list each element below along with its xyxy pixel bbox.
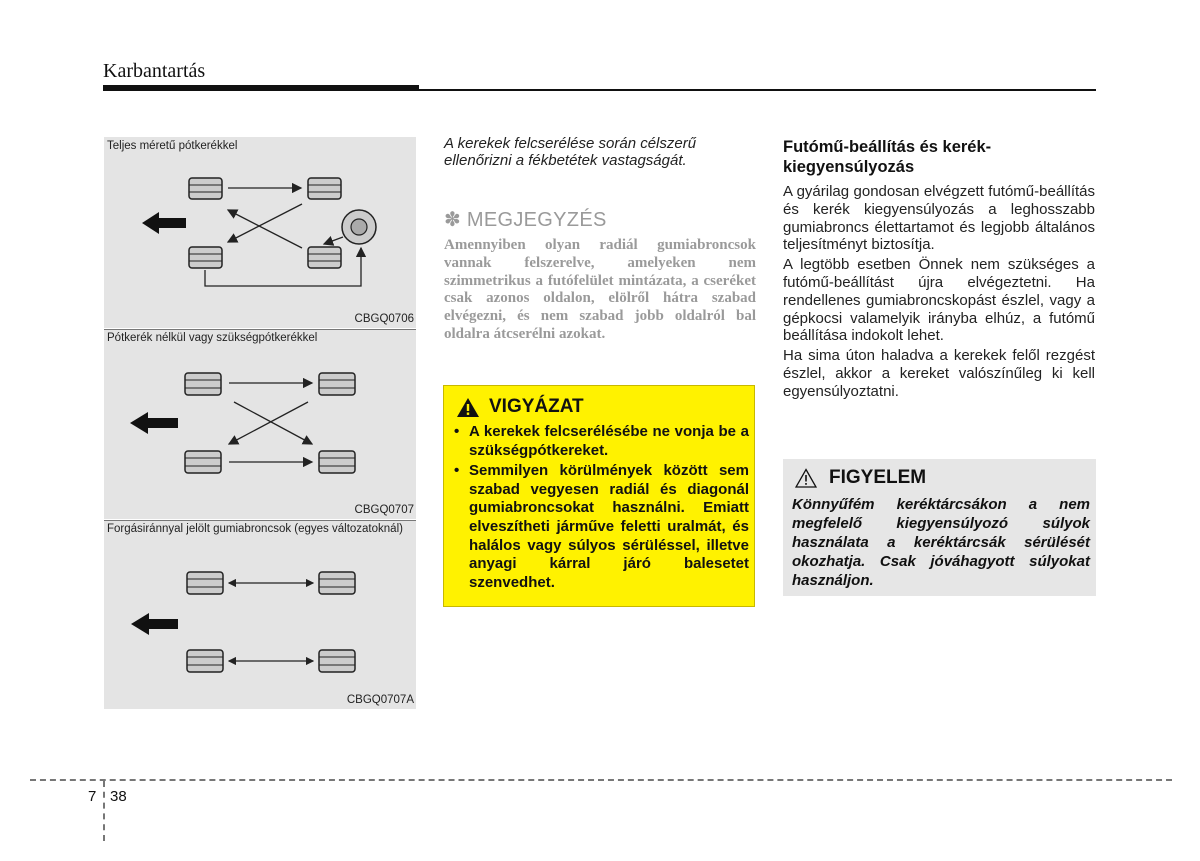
figure-code: CBGQ0706 — [354, 313, 414, 325]
alignment-body — [783, 183, 1095, 403]
tire-rear-right-icon — [319, 650, 355, 672]
caution-box — [443, 385, 755, 607]
rotation-diagram-directional — [104, 520, 416, 709]
tire-front-right-icon — [308, 178, 341, 199]
figure-caption: Pótkerék nélkül vagy szükségpótkerékkel — [107, 332, 318, 344]
direction-arrow-icon — [142, 212, 186, 234]
footer-divider — [30, 779, 1172, 781]
tire-rear-right-icon — [319, 451, 355, 473]
figure-caption: Forgásiránnyal jelölt gumiabroncsok (egyes változatoknál) — [107, 523, 403, 535]
tire-front-left-icon — [185, 373, 221, 395]
tire-front-right-icon — [319, 572, 355, 594]
rotation-diagram-full-spare — [104, 137, 416, 328]
tire-front-left-icon — [189, 178, 222, 199]
figure-rotation-no-spare — [104, 329, 416, 519]
figure-rotation-full-spare — [104, 137, 416, 328]
tire-front-left-icon — [187, 572, 223, 594]
caution-item: • Semmilyen körülmények között sem szabad vegyesen radiál és diagonál gumiabroncsokat használni. Emiatt elveszítheti járműve feletti uralmát, és halálos vagy súlyos sérüléssel, illetve anyagi kárral járó balesetet szenvedhet. — [453, 462, 749, 592]
rotation-diagram-no-spare — [104, 329, 416, 519]
caution-item: • A kerekek felcserélésébe ne vonja be a szükségpótkereket. — [453, 423, 749, 460]
notice-body: Könnyűfém keréktárcsákon a nem megfelelő kiegyensúlyozó súlyok használata a keréktárcsák sérülését okozhatja. Csak jóváhagyott súlyokat használjon. — [792, 496, 1090, 589]
alignment-paragraph: Ha sima úton haladva a kerekek felől rezgést észlel, akkor a kereket valószínűleg ki kell egyensúlyoztatni. — [783, 347, 1095, 400]
figure-code: CBGQ0707 — [354, 504, 414, 516]
note-body: Amennyiben olyan radiál gumiabroncsok vannak felszerelve, amelyeken nem szimmetrikus a futófelület mintázata, a cseréket csak azonos oldalon, elölről hátra szabad elvégezni, és nem szabad jobb oldalról bal oldalra átcserélni azokat. — [444, 237, 756, 342]
page-number: 38 — [110, 788, 127, 805]
notice-header — [795, 467, 926, 489]
figure-caption: Teljes méretű pótkerékkel — [107, 140, 238, 152]
tire-rear-right-icon — [308, 247, 341, 268]
caution-triangle-icon — [795, 468, 817, 488]
alignment-paragraph: A legtöbb esetben Önnek nem szükséges a futómű-beállítást újra elvégeztetni. Ha rendellenes gumiabroncskopást észlel, vagy a gépkocsi valamelyik irányba elhúz, a futómű beállítása indokolt lehet. — [783, 256, 1095, 345]
figure-code: CBGQ0707A — [346, 694, 414, 706]
chapter-number: 7 — [88, 788, 97, 805]
tire-front-right-icon — [319, 373, 355, 395]
header-rule-thin — [419, 89, 1096, 91]
brake-pad-hint: A kerekek felcserélése során célszerű ellenőrizni a fékbetétek vastagságát. — [444, 135, 697, 169]
tire-rear-left-icon — [185, 451, 221, 473]
header-rule-thick — [103, 85, 419, 91]
spare-wheel-icon — [342, 210, 376, 244]
direction-arrow-icon — [130, 412, 178, 434]
notice-box — [783, 459, 1096, 596]
direction-arrow-icon — [131, 613, 178, 635]
caution-header — [456, 394, 584, 420]
note-heading: ✽ MEGJEGYZÉS — [444, 209, 607, 231]
warning-triangle-icon — [456, 397, 480, 418]
notice-title: FIGYELEM — [829, 467, 927, 488]
tire-rear-left-icon — [189, 247, 222, 268]
caution-title: VIGYÁZAT — [489, 396, 584, 417]
alignment-heading: Futómű-beállítás és kerék-kiegyensúlyozás — [783, 138, 992, 176]
section-title: Karbantartás — [103, 60, 206, 82]
alignment-paragraph: A gyárilag gondosan elvégzett futómű-beállítás és kerék kiegyensúlyozás a leghosszabb gumiabroncs élettartamot és legjobb általános teljesítményt biztosítja. — [783, 183, 1095, 254]
footer-vertical-divider — [103, 781, 105, 841]
figure-rotation-directional — [104, 520, 416, 709]
caution-list — [453, 423, 749, 594]
tire-rear-left-icon — [187, 650, 223, 672]
